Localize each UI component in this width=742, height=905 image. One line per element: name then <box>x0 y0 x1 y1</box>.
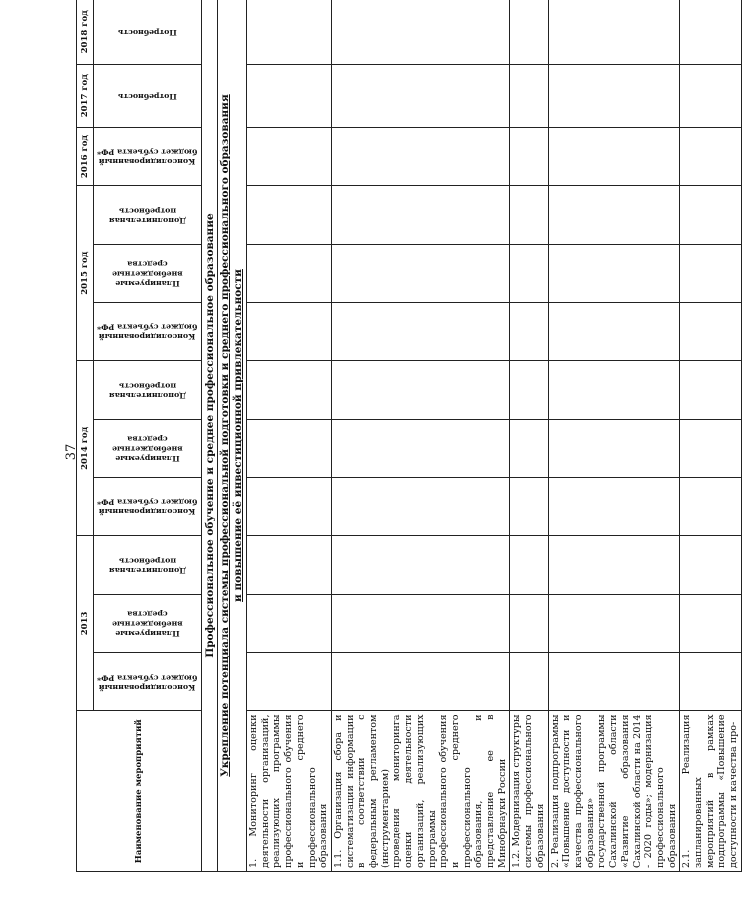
header-additional-2015: Дополнительная потребность <box>108 205 187 225</box>
header-cell <box>94 594 202 652</box>
value-cell <box>680 0 742 64</box>
value-cell <box>548 594 680 652</box>
value-cell <box>548 244 680 302</box>
measure-name: 2.1. Реализация запланированных мероприятий в рамках подпрограммы «Повышение доступности и качества про- <box>680 711 742 872</box>
value-cell <box>331 186 510 244</box>
header-cell <box>94 127 202 185</box>
header-cell <box>94 536 202 594</box>
header-additional-2013: Дополнительная потребность <box>108 556 187 575</box>
value-cell <box>680 361 742 419</box>
value-cell <box>331 478 510 536</box>
table-row <box>331 0 510 872</box>
header-planned-2014: Планируемые внебюджетные средства <box>112 434 183 463</box>
value-cell <box>548 478 680 536</box>
value-cell <box>331 594 510 652</box>
measure-name: 1.1. Организация сбора и систематизации информации в соответствии с федеральным регламентом (инструментарием) проведения мониторинга оценки деятельности организаций, реализующих программы профессионального обучения и среднего профессионального образования, и представление ее в Минобрнауки России <box>331 711 510 872</box>
value-cell <box>331 244 510 302</box>
value-cell <box>331 64 510 127</box>
value-cell <box>247 302 332 360</box>
value-cell <box>331 0 510 64</box>
value-cell <box>548 0 680 64</box>
rotated-table-sheet <box>76 0 740 872</box>
subsection-cell <box>218 0 247 872</box>
value-cell <box>680 302 742 360</box>
page-number: 37 <box>64 443 79 461</box>
table-row <box>247 0 332 872</box>
table-row <box>510 0 548 872</box>
value-cell <box>331 536 510 594</box>
value-cell <box>680 64 742 127</box>
value-cell <box>680 594 742 652</box>
value-cell <box>331 127 510 185</box>
value-cell <box>680 478 742 536</box>
header-cell <box>94 478 202 536</box>
value-cell <box>247 419 332 477</box>
header-row-years <box>77 0 94 872</box>
value-cell <box>510 653 548 711</box>
value-cell <box>680 536 742 594</box>
value-cell <box>331 419 510 477</box>
value-cell <box>680 419 742 477</box>
value-cell <box>548 536 680 594</box>
value-cell <box>247 653 332 711</box>
section-title: Профессиональное обучение и среднее профессиональное образование <box>202 0 218 872</box>
value-cell <box>510 478 548 536</box>
header-cell <box>94 64 202 127</box>
header-consolidated-2013: Консолидированный бюджет субъекта РФ* <box>97 672 198 692</box>
header-cell <box>94 0 202 64</box>
header-measures-name: Наименование мероприятий <box>77 711 202 872</box>
value-cell <box>680 653 742 711</box>
value-cell <box>510 244 548 302</box>
value-cell <box>510 186 548 244</box>
value-cell <box>510 361 548 419</box>
section-row <box>202 0 218 872</box>
subsection-title-line2: и повышение её инвестиционной привлекательности <box>232 269 244 602</box>
value-cell <box>247 127 332 185</box>
header-cell <box>94 653 202 711</box>
value-cell <box>247 0 332 64</box>
value-cell <box>510 0 548 64</box>
header-cell <box>94 302 202 360</box>
header-consolidated-2014: Консолидированный бюджет субъекта РФ* <box>97 497 198 517</box>
value-cell <box>331 302 510 360</box>
header-cell <box>94 244 202 302</box>
subsection-row <box>218 0 247 872</box>
value-cell <box>510 302 548 360</box>
measures-table <box>76 0 742 872</box>
value-cell <box>510 419 548 477</box>
subsection-title-line1: Укрепление потенциала системы профессиональной подготовки и среднего профессионального образования <box>219 94 232 777</box>
value-cell <box>680 186 742 244</box>
value-cell <box>510 64 548 127</box>
value-cell <box>680 127 742 185</box>
header-cell <box>94 361 202 419</box>
header-year-2015: 2015 год <box>77 186 94 361</box>
value-cell <box>680 244 742 302</box>
header-year-2017: 2017 год <box>77 64 94 127</box>
value-cell <box>247 186 332 244</box>
header-year-2018: 2018 год <box>77 0 94 64</box>
value-cell <box>548 653 680 711</box>
value-cell <box>548 302 680 360</box>
value-cell <box>548 186 680 244</box>
value-cell <box>247 64 332 127</box>
header-year-2014: 2014 год <box>77 361 94 536</box>
header-year-2013: 2013 <box>77 536 94 711</box>
header-planned-2013: Планируемые внебюджетные средства <box>112 609 183 639</box>
header-need-2017: Потребность <box>118 91 177 101</box>
header-cell <box>94 186 202 244</box>
value-cell <box>510 536 548 594</box>
value-cell <box>247 594 332 652</box>
value-cell <box>548 64 680 127</box>
value-cell <box>331 361 510 419</box>
measure-name: 2. Реализация подпрограммы «Повышение доступности и качества профессионального образования» государственной программы Сахалинской области «Развитие образования Сахалинской области на 2014 - 2020 годы»; модернизация профессионального образования <box>548 711 680 872</box>
header-year-2016: 2016 год <box>77 127 94 185</box>
value-cell <box>247 244 332 302</box>
value-cell <box>510 594 548 652</box>
table-row <box>548 0 680 872</box>
table-row <box>680 0 742 872</box>
value-cell <box>548 361 680 419</box>
measure-name: 1. Мониторинг оценки деятельности организаций, реализующих программы профессионального обучения и среднего профессионального образования <box>247 711 332 872</box>
value-cell <box>247 361 332 419</box>
header-consolidated-2015: Консолидированный бюджет субъекта РФ* <box>97 322 198 342</box>
value-cell <box>247 478 332 536</box>
measure-name: 1.2. Модернизация структуры системы профессионального образования <box>510 711 548 872</box>
header-consolidated-2016: Консолидированный бюджет субъекта РФ* <box>97 147 198 167</box>
value-cell <box>548 127 680 185</box>
value-cell <box>548 419 680 477</box>
value-cell <box>247 536 332 594</box>
value-cell <box>331 653 510 711</box>
header-cell <box>94 419 202 477</box>
header-need-2018: Потребность <box>118 27 177 37</box>
value-cell <box>510 127 548 185</box>
header-planned-2015: Планируемые внебюджетные средства <box>112 259 183 288</box>
header-additional-2014: Дополнительная потребность <box>108 380 187 400</box>
